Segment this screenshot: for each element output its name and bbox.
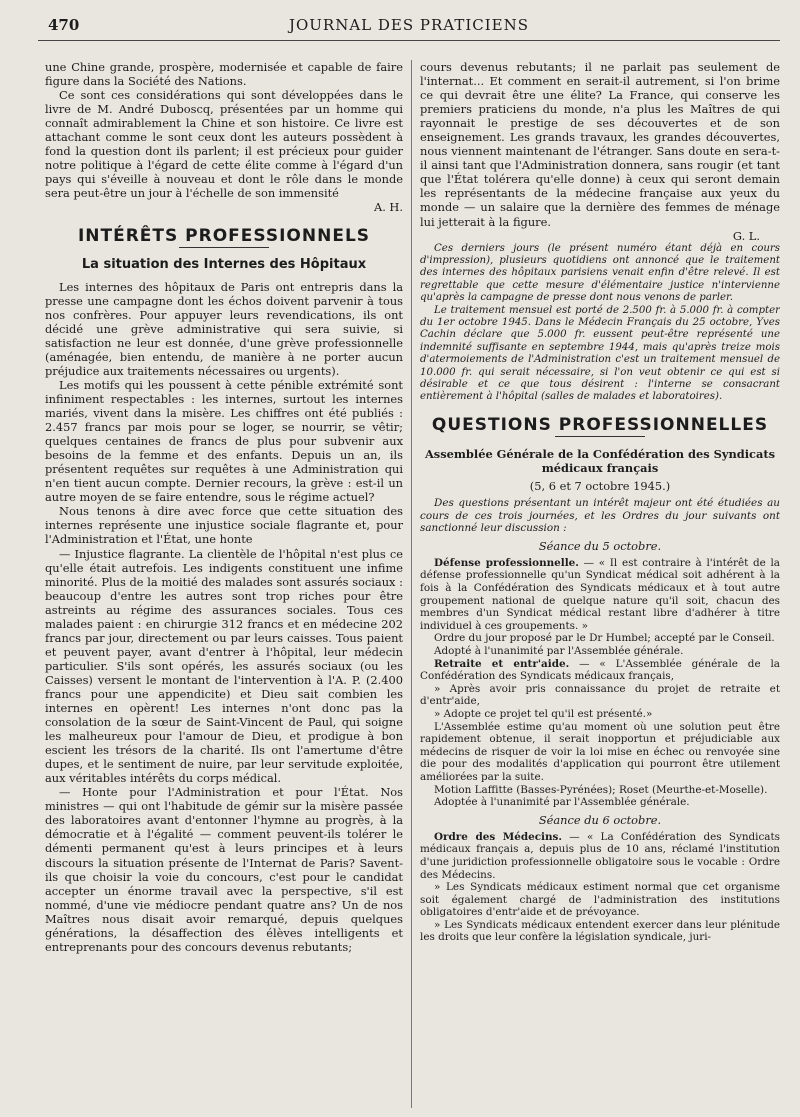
motion-paragraph: » Adopte ce projet tel qu'il est présenté.» xyxy=(434,707,653,720)
motion-paragraph: » Les Syndicats médicaux entendent exercer dans leur plénitude les droits que leur confère la législation syndicale, juri- xyxy=(420,918,780,944)
motion-paragraph xyxy=(420,658,780,683)
motion-paragraph: Adoptée à l'unanimité par l'Assemblée générale. xyxy=(434,796,690,809)
motion-text: — « Il est contraire à l'intérêt de la défense professionnelle qu'un Syndicat médical soit adhérent à la fois à la Confédération des Syndicats médicaux et à tout autre groupement national de quelque nature qu'il soit, chacun des membres d'un Syndicat médical restant libre d'adhérer à titre individuel à ces groupements. » xyxy=(420,556,780,632)
assembly-body xyxy=(420,497,780,944)
journal-title: JOURNAL DES PRATICIENS xyxy=(288,16,530,34)
motion-text: — « L'Assemblée générale de la Confédération des Syndicats médicaux français, xyxy=(420,657,780,683)
editor-note xyxy=(420,243,780,404)
intro-signature-row xyxy=(45,200,403,214)
motion-text: — « La Confédération des Syndicats médicaux français a, depuis plus de 10 ans, réclamé l'institution d'une juridiction professionnelle obligatoire sous le vocable : Ordre des Médecins. xyxy=(420,830,780,881)
section-rule xyxy=(555,436,645,437)
left-column xyxy=(45,60,403,1110)
article-paragraph: Nous tenons à dire avec force que cette situation des internes représente une injustice sociale flagrante et, pour l'Administration et l'État, une honte xyxy=(45,504,403,547)
motion-paragraph: L'Assemblée estime qu'au moment où une solution peut être rapidement obtenue, il serait inopportun et préjudiciable aux médecins de risquer de voir la loi mise en échec ou renvoyée sine die pour des modalités d'application qui pourront être utilement améliorées par la suite. xyxy=(420,720,780,783)
motion-paragraph: Ordre du jour proposé par le Dr Humbel; accepté par le Conseil. xyxy=(434,632,775,645)
motion-paragraph: Motion Laffitte (Basses-Pyrénées); Roset (Meurthe-et-Moselle). xyxy=(434,783,768,796)
assembly-title: Assemblée Générale de la Confédération des Syndicats médicaux français xyxy=(424,446,776,475)
article-signature: G. L. xyxy=(732,228,760,243)
note-paragraph: Le traitement mensuel est porté de 2.500 fr. à 5.000 fr. à compter du 1er octobre 1945. Dans le Médecin Français du 25 octobre, Yves Cachin déclare que 5.000 fr. eussent peut-être représenté une indemnité suffisante en septembre 1944, mais qu'après treize mois d'atermoiements de l'Administration c'est un traitement mensuel de 10.000 fr. qui serait nécessaire, si l'on veut obtenir ce qui est si désirable et ce que tous désirent : l'interne se consacrant entièrement à l'hôpital (salles de malades et laboratoires). xyxy=(420,304,780,403)
article-paragraph: Les motifs qui les poussent à cette pénible extrémité sont infiniment respectables : les internes, surtout les internes mariés, vivent dans la misère. Les chiffres ont été publiés : 2.457 francs par mois pour se loger, se nourrir, se vêtir; quelques centaines de francs de plus pour subvenir aux besoins de la femme et des enfants. Depuis un an, ils présentent requêtes sur requêtes à une Administration qui n'en tient aucun compte. Dernier recours, la grève : est-il un autre moyen de se faire entendre, sous le régime actuel? xyxy=(45,377,403,505)
assembly-dates: (5, 6 et 7 octobre 1945.) xyxy=(529,478,671,493)
intro-paragraph: Ce sont ces considérations qui sont développées dans le livre de M. André Duboscq, présentées par un homme qui connaît admirablement la Chine et son histoire. Ce livre est attachant comme le sont ceux dont les auteurs possèdent à fond la question dont ils parlent; il est précieux pour guider notre politique à l'égard de cette élite comme à l'égard d'un pays qui s'éveille à nouveau et dont le rôle dans le monde sera peut-être un jour à l'échelle de son immensité xyxy=(45,88,403,201)
assembly-intro: Des questions présentant un intérêt majeur ont été étudiées au cours de ces trois journées, et les Ordres du jour suivants ont sanctionné leur discussion : xyxy=(420,496,780,535)
note-paragraph: Ces derniers jours (le présent numéro étant déjà en cours d'impression), plusieurs quotidiens ont annoncé que le traitement des internes des hôpitaux parisiens venait enfin d'être relevé. Il est regrettable que cette mesure d'élémentaire justice n'intervienne qu'après la campagne de presse dont nous venons de parler. xyxy=(420,242,780,304)
article-paragraph: Les internes des hôpitaux de Paris ont entrepris dans la presse une campagne dont les échos doivent parvenir à tous nos confrères. Pour appuyer leurs revendications, ils ont décidé une grève administrative qui sera suivie, si satisfaction ne leur est donnée, d'une grève professionnelle (aménagée, bien entendu, de manière à ne porter aucun préjudice aux traitements nécessaires ou urgents). xyxy=(45,279,403,378)
intro-signature: A. H. xyxy=(373,200,403,215)
motion-heading: Retraite et entr'aide. xyxy=(434,657,570,670)
session-heading: Séance du 5 octobre. xyxy=(538,538,662,553)
page-number: 470 xyxy=(48,16,80,34)
section-title: QUESTIONS PROFESSIONNELLES xyxy=(431,414,769,435)
motion-paragraph xyxy=(420,831,780,881)
article-title: La situation des Internes des Hôpitaux xyxy=(81,256,367,272)
section-rule xyxy=(179,247,269,248)
article-paragraph: — Honte pour l'Administration et pour l'État. Nos ministres — qui ont l'habitude de gémir sur la misère passée des laboratoires avant d'entonner l'hymne au progrès, à la démocratie et à l'égalité — comment peuvent-ils tolérer le démenti permanent qu'est à leurs principes et à leurs discours la situation présente de l'Internat de Paris? Savent-ils que choisir la voie du concours, c'est pour le candidat accepter un énorme travail avec la perspective, s'il est nommé, d'une vie médiocre pendant quatre ans? Un de nos Maîtres nous disait avoir remarqué, depuis quelques générations, la désaffection des élèves intelligents et entreprenants pour des concours devenus rebutants; xyxy=(45,785,403,954)
motion-paragraph: » Après avoir pris connaissance du projet de retraite et d'entr'aide, xyxy=(420,682,780,708)
section-title: INTÉRÊTS PROFESSIONNELS xyxy=(77,225,371,246)
continued-paragraph: cours devenus rebutants; il ne parlait pas seulement de l'internat... Et comment en serait-il autrement, si l'on brime ce qui devrait être une élite? La France, qui conserve les premiers praticiens du monde, n'a plus les Maîtres de qui rayonnait le prestige de ses découvertes et de son enseignement. Les grands travaux, les grandes découvertes, nous viennent maintenant de l'étranger. Sans doute en sera-t-il ainsi tant que l'Administration donnera, sans rougir (et tant que l'État tolérera qu'elle donne) à ceux qui seront demain les représentants de la médecine française aux yeux du monde — un salaire que la dernière des femmes de ménage lui jetterait à la figure. xyxy=(420,60,780,229)
motion-paragraph: » Les Syndicats médicaux estiment normal que cet organisme soit également chargé de l'administration des institutions obligatoires d'entr'aide et de prévoyance. xyxy=(420,881,780,919)
motion-paragraph: Adopté à l'unanimité par l'Assemblée générale. xyxy=(434,644,684,657)
motion-paragraph xyxy=(420,557,780,633)
session-heading: Séance du 6 octobre. xyxy=(538,812,662,827)
motion-heading: Ordre des Médecins. xyxy=(434,830,563,843)
article-paragraph: — Injustice flagrante. La clientèle de l'hôpital n'est plus ce qu'elle était autrefois. Les indigents constituent une infime minorité. Plus de la moitié des malades sont assurés sociaux : beaucoup d'entre les autres sont trop riches pour être astreints au régime des assurances sociales. Tous ces malades paient : en chirurgie 312 francs et en médecine 202 francs par jour, directement ou par leurs caisses. Tous paient et peuvent payer, avant d'entrer à l'hôpital, leur médecin particulier. S'ils sont opérés, les assurés sociaux (ou les Caisses) versent le montant de l'intervention à l'A. P. (2.400 francs pour une appendicite) et Dieu sait combien les internes en opèrent! Les internes n'ont donc pas la consolation de la sœur de Saint-Vincent de Paul, qui soigne les malheureux pour l'amour de Dieu, et prodigue à bon escient les trésors de la charité. Ils ont l'amertume d'être dupes, et le sentiment de nuire, par leur servitude exploitée, aux véritables intérêts du corps médical. xyxy=(45,546,403,786)
right-column xyxy=(420,60,780,1110)
column-divider xyxy=(411,60,412,1108)
intro-paragraph: une Chine grande, prospère, modernisée et capable de faire figure dans la Société des Nations. xyxy=(45,60,403,89)
page-header xyxy=(38,14,780,41)
motion-heading: Défense professionnelle. xyxy=(434,556,579,569)
